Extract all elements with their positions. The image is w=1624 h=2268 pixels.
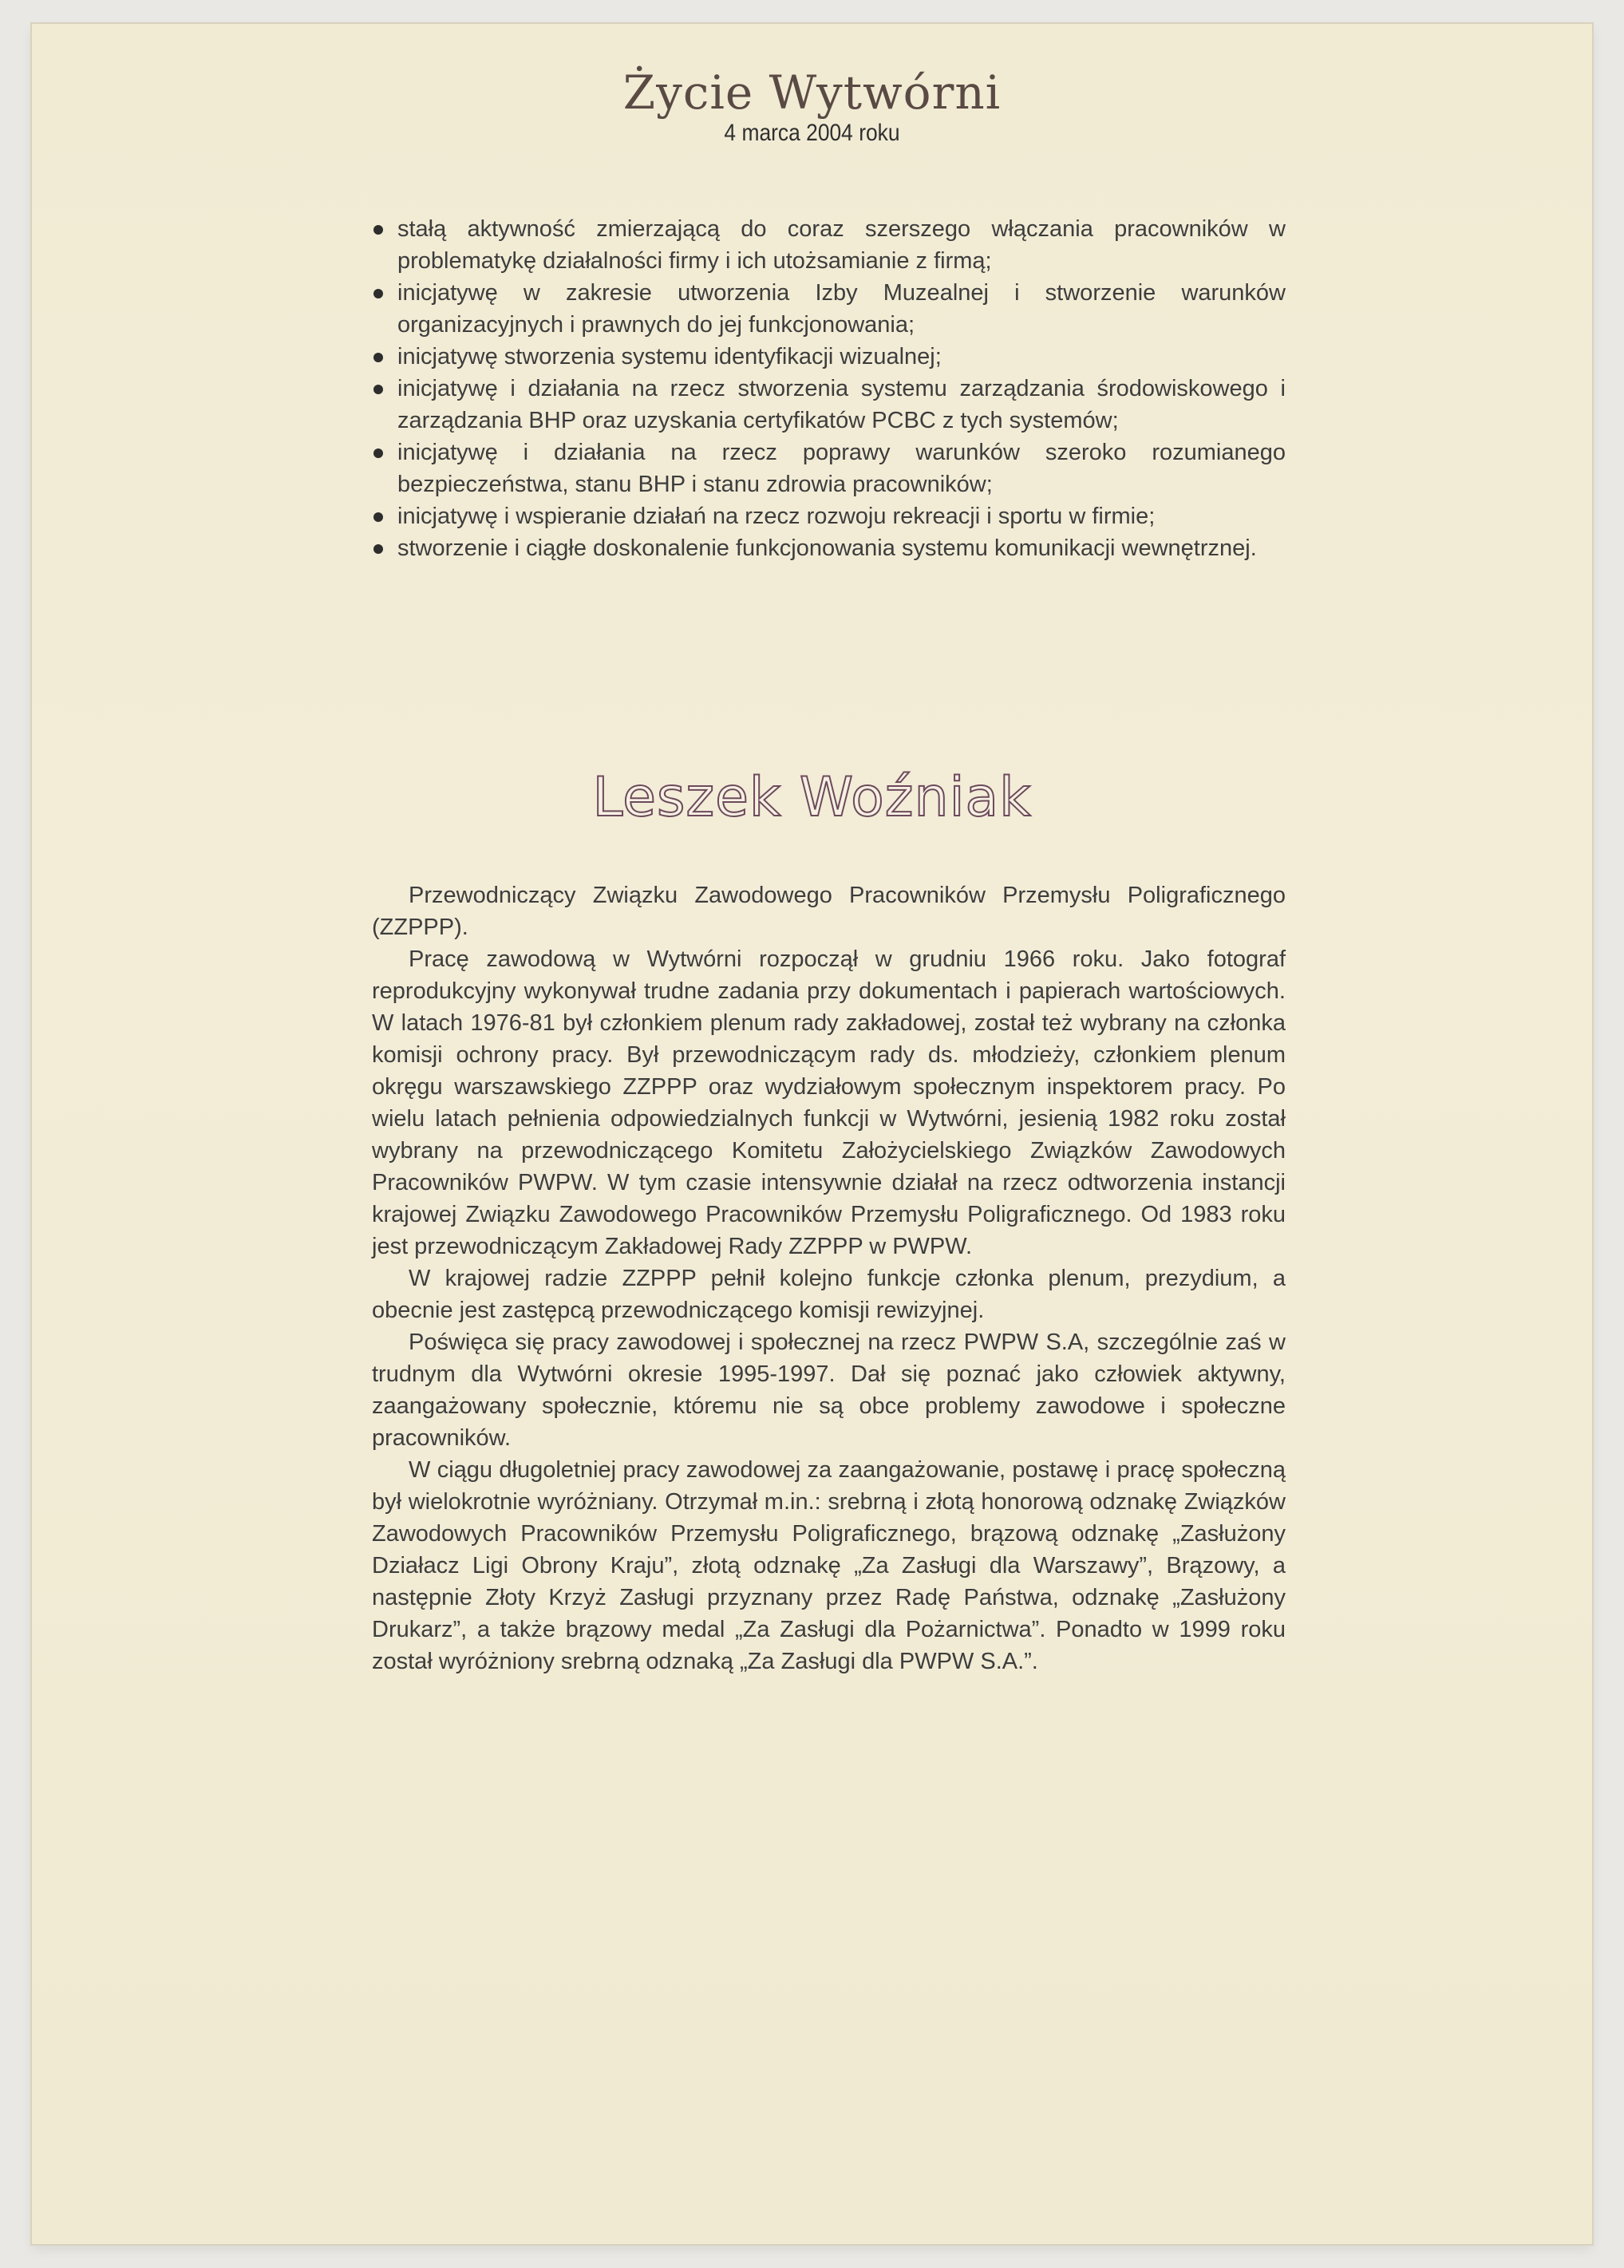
list-item (372, 532, 1286, 564)
list-item (372, 277, 1286, 341)
list-item (372, 500, 1286, 532)
list-item-text: inicjatywę i działania na rzecz poprawy warunków szeroko rozumianego bezpieczeństwa, stanu BHP i stanu zdrowia pracowników; (397, 440, 1286, 497)
bullet-icon (373, 544, 383, 554)
list-item-text: inicjatywę i działania na rzecz stworzenia systemu zarządzania środowiskowego i zarządzania BHP oraz uzyskania certyfikatów PCBC z tych systemów; (397, 376, 1286, 433)
bullet-icon (373, 448, 383, 458)
list-item-text: stworzenie i ciągłe doskonalenie funkcjonowania systemu komunikacji wewnętrznej. (397, 535, 1257, 561)
bullet-icon (373, 289, 383, 298)
list-item (372, 373, 1286, 437)
bio-paragraph: Pracę zawodową w Wytwórni rozpoczął w grudniu 1966 roku. Jako fotograf reprodukcyjny wykonywał trudne zadania przy dokumentach i papierach wartościowych. W latach 1976-81 był członkiem plenum rady zakładowej, został też wybrany na członka komisji ochrony pracy. Był przewodniczącym rady ds. młodzieży, członkiem plenum okręgu warszawskiego ZZPPP oraz wydziałowym społecznym inspektorem pracy. Po wielu latach pełnienia odpowiedzialnych funkcji w Wytwórni, jesienią 1982 roku został wybrany na przewodniczącego Komitetu Założycielskiego Związków Zawodowych Pracowników PWPW. W tym czasie intensywnie działał na rzecz odtworzenia instancji krajowej Związku Zawodowego Pracowników Przemysłu Poligraficznego. Od 1983 roku jest przewodniczącym Zakładowej Rady ZZPPP w PWPW. (372, 946, 1286, 1259)
list-item (372, 213, 1286, 277)
bullet-icon (373, 353, 383, 362)
bullet-icon (373, 225, 383, 235)
masthead (32, 65, 1592, 147)
bio-paragraph: Przewodniczący Związku Zawodowego Pracowników Przemysłu Poligraficznego (ZZPPP). (372, 883, 1286, 940)
publication-title-text: Życie Wytwórni (622, 65, 1002, 120)
list-item-text: inicjatywę stworzenia systemu identyfikacji wizualnej; (397, 344, 942, 369)
list-item (372, 437, 1286, 500)
document-page (32, 24, 1592, 2244)
list-item-text: stałą aktywność zmierzającą do coraz szerszego włączania pracowników w problematykę działalności firmy i ich utożsamianie z firmą; (397, 216, 1286, 274)
list-item-text: inicjatywę i wspieranie działań na rzecz rozwoju rekreacji i sportu w firmie; (397, 504, 1156, 529)
issue-date: 4 marca 2004 roku (724, 120, 900, 146)
achievement-list (372, 213, 1286, 564)
section-heading-name: Leszek Woźniak (592, 766, 1032, 829)
publication-title (623, 65, 1001, 120)
bio-paragraph: W krajowej radzie ZZPPP pełnił kolejno funkcje członka plenum, prezydium, a obecnie jest zastępcą przewodniczącego komisji rewizyjnej. (372, 1266, 1286, 1323)
list-item (372, 341, 1286, 373)
bio-paragraph: W ciągu długoletniej pracy zawodowej za zaangażowanie, postawę i pracę społeczną był wielokrotnie wyróżniany. Otrzymał m.in.: srebrną i złotą honorową odznakę Związków Zawodowych Pracowników Przemysłu Poligraficznego, brązową odznakę „Zasłużony Działacz Ligi Obrony Kraju”, złotą odznakę „Za Zasługi dla Warszawy”, Brązowy, a następnie Złoty Krzyż Zasługi przyznany przez Radę Państwa, odznakę „Zasłużony Drukarz”, a także brązowy medal „Za Zasługi dla Pożarnictwa”. Ponadto w 1999 roku został wyróżniony srebrną odznaką „Za Zasługi dla PWPW S.A.”. (372, 1457, 1286, 1674)
list-item-text: inicjatywę w zakresie utworzenia Izby Muzealnej i stworzenie warunków organizacyjnych i prawnych do jej funkcjonowania; (397, 280, 1286, 338)
bullet-icon (373, 512, 383, 522)
bullet-icon (373, 385, 383, 394)
bio-paragraph: Poświęca się pracy zawodowej i społecznej na rzecz PWPW S.A, szczególnie zaś w trudnym dla Wytwórni okresie 1995-1997. Dał się poznać jako człowiek aktywny, zaangażowany społecznie, któremu nie są obce problemy zawodowe i społeczne pracowników. (372, 1330, 1286, 1451)
biography (372, 879, 1286, 1677)
